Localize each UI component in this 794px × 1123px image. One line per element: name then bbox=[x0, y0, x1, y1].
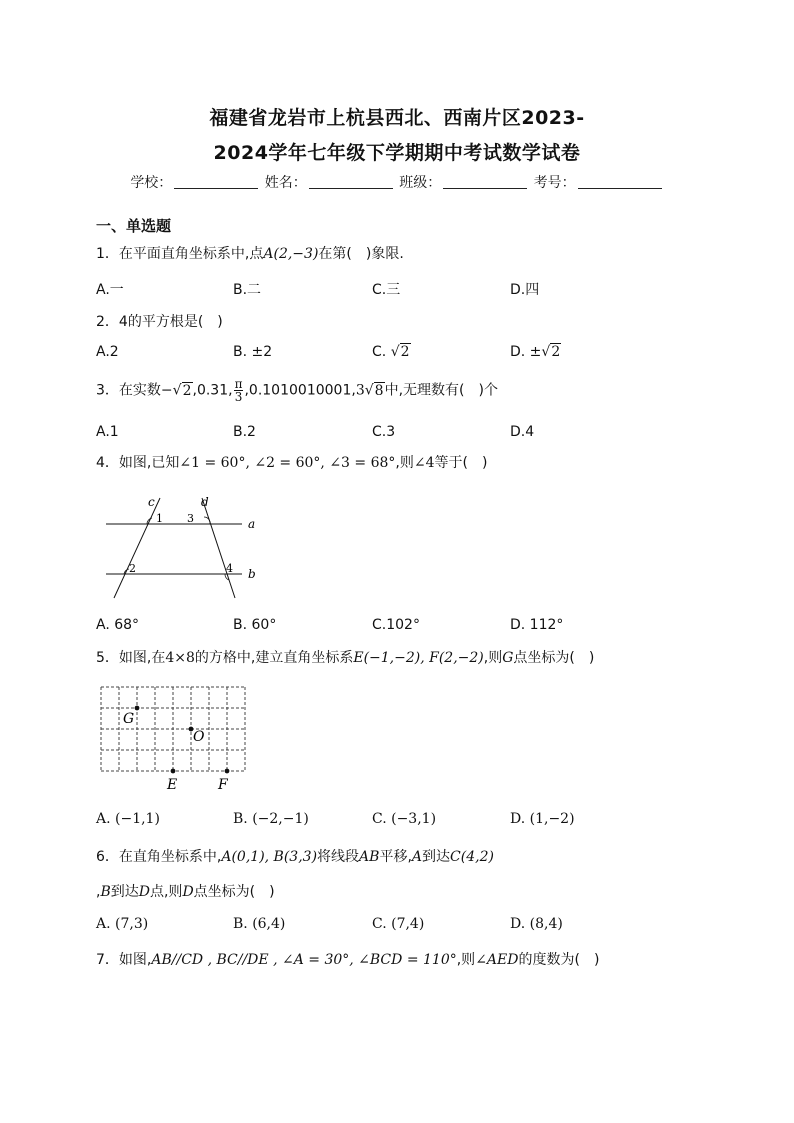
pi-over-3: $\frac{\pi}{3}$ bbox=[234, 377, 243, 404]
q1-option-b[interactable]: B.二 bbox=[233, 282, 262, 298]
question-5: 5．如图,在4×8的方格中,建立直角坐标系E(−1,−2), F(2,−2),则G点坐标为( ) bbox=[96, 650, 595, 666]
point-f bbox=[225, 769, 230, 774]
question-6: 6．在直角坐标系中,A(0,1), B(3,3)将线段AB平移,A到达C(4,2) bbox=[96, 849, 494, 865]
exam-title-line2: 2024学年七年级下学期期中考试数学试卷 bbox=[213, 142, 581, 164]
q6-option-a[interactable]: A. (7,3) bbox=[96, 916, 149, 932]
q1-option-d[interactable]: D.四 bbox=[510, 282, 540, 298]
school-label: 学校： bbox=[130, 175, 173, 191]
q4-option-a[interactable]: A. 68° bbox=[96, 617, 140, 633]
label-e: E bbox=[167, 777, 178, 793]
question-4: 4．如图,已知∠1 = 60°, ∠2 = 60°, ∠3 = 68°,则∠4等于( ) bbox=[96, 455, 488, 471]
q2-option-a[interactable]: A.2 bbox=[96, 344, 119, 360]
q2-option-d[interactable]: D. ±√2 bbox=[510, 344, 561, 360]
name-label: 姓名： bbox=[264, 175, 307, 191]
q5-option-d[interactable]: D. (1,−2) bbox=[510, 811, 575, 827]
label-o: O bbox=[193, 729, 205, 745]
label-b: b bbox=[248, 567, 256, 581]
question-1 bbox=[96, 243, 404, 263]
class-blank bbox=[443, 174, 527, 189]
angle-4-label: 4 bbox=[226, 562, 233, 575]
section-heading: 一、单选题 bbox=[96, 217, 172, 235]
class-label: 班级： bbox=[399, 175, 442, 191]
q1-pre: 在平面直角坐标系中,点 bbox=[118, 246, 264, 262]
dashed-grid bbox=[101, 687, 245, 771]
number-blank bbox=[578, 174, 662, 189]
angle-3-arc bbox=[204, 517, 210, 524]
angle-1-label: 1 bbox=[156, 512, 163, 525]
q5-option-c[interactable]: C. (−3,1) bbox=[372, 811, 437, 827]
q1-math: A(2,−3) bbox=[263, 246, 319, 262]
question-7: 7．如图,AB//CD , BC//DE , ∠A = 30°, ∠BCD = 110°,则∠AED的度数为( ) bbox=[96, 952, 600, 968]
q5-option-b[interactable]: B. (−2,−1) bbox=[233, 811, 309, 827]
q6-option-d[interactable]: D. (8,4) bbox=[510, 916, 563, 932]
q3-option-a[interactable]: A.1 bbox=[96, 424, 119, 440]
label-a: a bbox=[248, 517, 256, 531]
exam-title-line1: 福建省龙岩市上杭县西北、西南片区2023- bbox=[209, 107, 585, 129]
student-info-row bbox=[0, 172, 794, 192]
q4-option-d[interactable]: D. 112° bbox=[510, 617, 564, 633]
line-d bbox=[202, 498, 235, 598]
q6-option-b[interactable]: B. (6,4) bbox=[233, 916, 286, 932]
q1-option-c[interactable]: C.三 bbox=[372, 282, 401, 298]
number-label: 考号： bbox=[533, 175, 576, 191]
q3-option-b[interactable]: B.2 bbox=[233, 424, 256, 440]
line-c bbox=[114, 498, 160, 598]
q4-option-c[interactable]: C.102° bbox=[372, 617, 420, 633]
name-blank bbox=[309, 174, 393, 189]
angle-3-label: 3 bbox=[187, 512, 194, 525]
label-c: c bbox=[148, 495, 155, 509]
label-f: F bbox=[218, 777, 228, 793]
school-blank bbox=[174, 174, 258, 189]
q1-post: 在第( )象限. bbox=[318, 246, 404, 262]
q1-number: 1． bbox=[96, 246, 119, 262]
q6-option-c[interactable]: C. (7,4) bbox=[372, 916, 425, 932]
point-g bbox=[135, 706, 140, 711]
q3-option-c[interactable]: C.3 bbox=[372, 424, 396, 440]
grid-figure bbox=[96, 684, 252, 796]
q4-option-b[interactable]: B. 60° bbox=[233, 617, 277, 633]
q3-option-d[interactable]: D.4 bbox=[510, 424, 535, 440]
question-6-line2: ,B到达D点,则D点坐标为( ) bbox=[96, 884, 275, 900]
q2-option-c[interactable]: C. √2 bbox=[372, 344, 410, 360]
question-3: 3．在实数−√2,0.31, $\frac{\pi}{3}$ ,0.1010010001,3√8中,无理数有( )个 bbox=[96, 377, 498, 404]
label-d: d bbox=[201, 495, 209, 509]
point-e bbox=[171, 769, 176, 774]
label-g: G bbox=[123, 711, 135, 727]
question-2: 2．4的平方根是( ) bbox=[96, 314, 223, 330]
parallel-lines-figure bbox=[100, 490, 270, 608]
q2-option-b[interactable]: B. ±2 bbox=[233, 344, 273, 360]
q5-option-a[interactable]: A. (−1,1) bbox=[96, 811, 160, 827]
q3-pre: 3．在实数 bbox=[96, 382, 161, 399]
angle-2-label: 2 bbox=[129, 562, 136, 575]
q1-option-a[interactable]: A.一 bbox=[96, 282, 124, 298]
